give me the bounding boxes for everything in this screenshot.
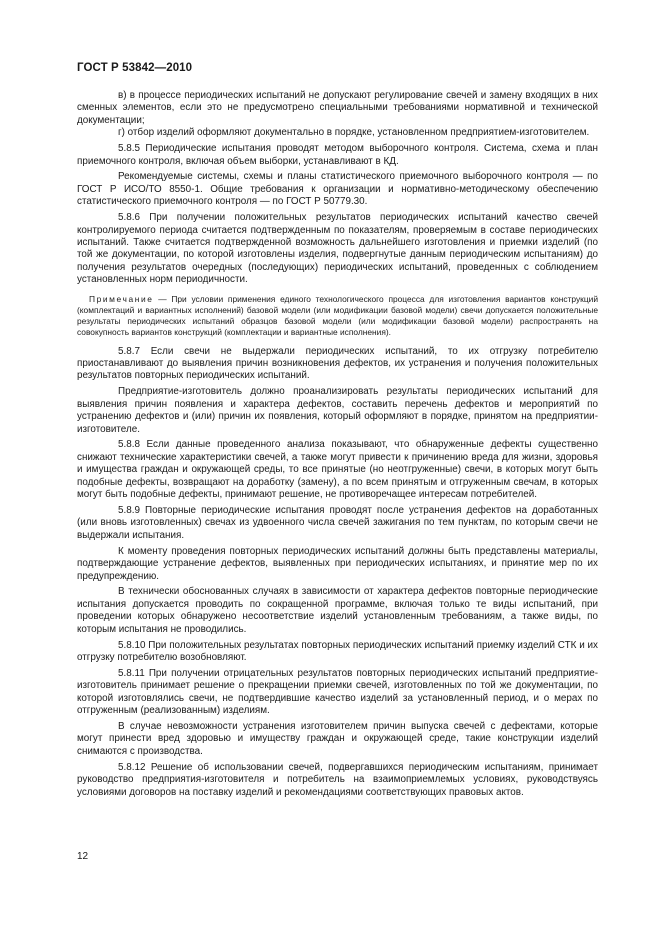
paragraph-5-8-7: 5.8.7 Если свечи не выдержали периодических испытаний, то их отгрузку потребителю приостанавливают до выявления причин возникновения дефектов, их устранения и получения положительных результатов повторных периодических испытаний. xyxy=(77,345,598,382)
paragraph-item-v: в) в процессе периодических испытаний не допускают регулирование свечей и замену входящих в них сменных элементов, если это не предусмотрено специальными требованиями нормативной и технической документации; xyxy=(77,90,598,126)
note-block xyxy=(77,294,598,338)
paragraph-item-g: г) отбор изделий оформляют документально в порядке, установленном предприятием-изготовителем. xyxy=(118,127,590,139)
paragraph-5-8-10: 5.8.10 При положительных результатах повторных периодических испытаний приемку изделий СТК и их отгрузку потребителю возобновляют. xyxy=(77,639,598,663)
note-label: Примечание xyxy=(89,293,154,304)
paragraph-5-8-8: 5.8.8 Если данные проведенного анализа показывают, что обнаруженные дефекты существенно снижают технические характеристики свечей, а также могут привести к причинению вреда для жизни, здоровья и имущества граждан и окружающей среды, то все принятые (но неотгруженные) свечи, в которых могут быть подобные дефекты, возвращают на доработку (замену), а по всем принятым и отгруженным свечам, в которых могут быть подобные дефекты, принимают решение, не противоречащее интересам потребителей. xyxy=(77,439,598,501)
paragraph-reduced-program: В технически обоснованных случаях в зависимости от характера дефектов повторные периодические испытания допускается проводить по сокращенной программе, включая только те виды испытаний, при проведении которых обнаружено несоответствие изделий установленным требованиям, а также виды, по которым испытания не проводились. xyxy=(77,586,598,635)
paragraph-manufacturer-analysis: Предприятие-изготовитель должно проанализировать результаты периодических испытаний для выявления причин появления и характера дефектов, составить перечень дефектов и мероприятий по устранению дефектов и (или) причин их появления, который оформляют в порядке, принятом на предприятии-изготовителе. xyxy=(77,386,598,435)
document-header-title: ГОСТ Р 53842—2010 xyxy=(77,62,193,74)
paragraph-5-8-6: 5.8.6 При получении положительных результатов периодических испытаний качество свечей контролируемого периода считается подтвержденным по показателям, проверяемым в составе периодических испытаний. Также считается подтвержденной возможность дальнейшего изготовления и приемки изделий (по той же документации, по которой изготовлены изделия, подвергнутые данным периодическим испытаниям) до получения результатов очередных (последующих) периодических испытаний, проведенных с соблюдением установленных норм периодичности. xyxy=(77,212,598,286)
paragraph-5-8-5: 5.8.5 Периодические испытания проводят методом выборочного контроля. Система, схема и план приемочного контроля, включая объем выборки, устанавливают в КД. xyxy=(77,143,598,167)
note-text: — При условии применения единого технологического процесса для изготовления вариантов конструкций (комплектаций и вариантных исполнений) базовой модели (или модификации базовой модели) свечи допускается положительные результаты периодических испытаний образцов базовой модели (или модификации базовой модели) распространять на совокупность вариантов конструкций (комплектации и вариантные исполнения). xyxy=(77,293,598,337)
paragraph-repeat-test-materials: К моменту проведения повторных периодических испытаний должны быть представлены материалы, подтверждающие устранение дефектов, выявленных при периодических испытаниях, и принятие мер по их предупреждению. xyxy=(77,545,598,582)
page-number: 12 xyxy=(77,851,89,862)
document-body xyxy=(77,90,598,799)
paragraph-5-8-11: 5.8.11 При получении отрицательных результатов повторных периодических испытаний предприятие-изготовитель принимает решение о прекращении приемки свечей, изготовленных по той же документации, по которой изготовлялись свечи, не подтвердившие качество изделий за установленный период, и о мерах по отгруженным (реализованным) изделиям. xyxy=(77,667,598,717)
paragraph-defect-removal-impossible: В случае невозможности устранения изготовителем причин выпуска свечей с дефектами, которые могут принести вред здоровью и имуществу граждан и окружающей среде, такие конструкции изделий снимаются с производства. xyxy=(77,720,598,757)
paragraph-5-8-12: 5.8.12 Решение об использовании свечей, подвергавшихся периодическим испытаниям, принимает руководство предприятия-изготовителя и потребитель на взаимоприемлемых условиях, руководствуясь условиями договоров на поставку изделий и рекомендациями соответствующих правовых актов. xyxy=(77,761,598,798)
paragraph-recommended-systems: Рекомендуемые системы, схемы и планы статистического приемочного выборочного контроля — по ГОСТ Р ИСО/ТО 8550-1. Общие требования к организации и нормативно-методическому обеспечению статистического приемочного контроля — по ГОСТ Р 50779.30. xyxy=(77,171,598,208)
paragraph-5-8-9: 5.8.9 Повторные периодические испытания проводят после устранения дефектов на доработанных (или вновь изготовленных) свечах из удвоенного числа свечей зажигания по тем пунктам, по которым свечи не выдержали испытания. xyxy=(77,504,598,541)
